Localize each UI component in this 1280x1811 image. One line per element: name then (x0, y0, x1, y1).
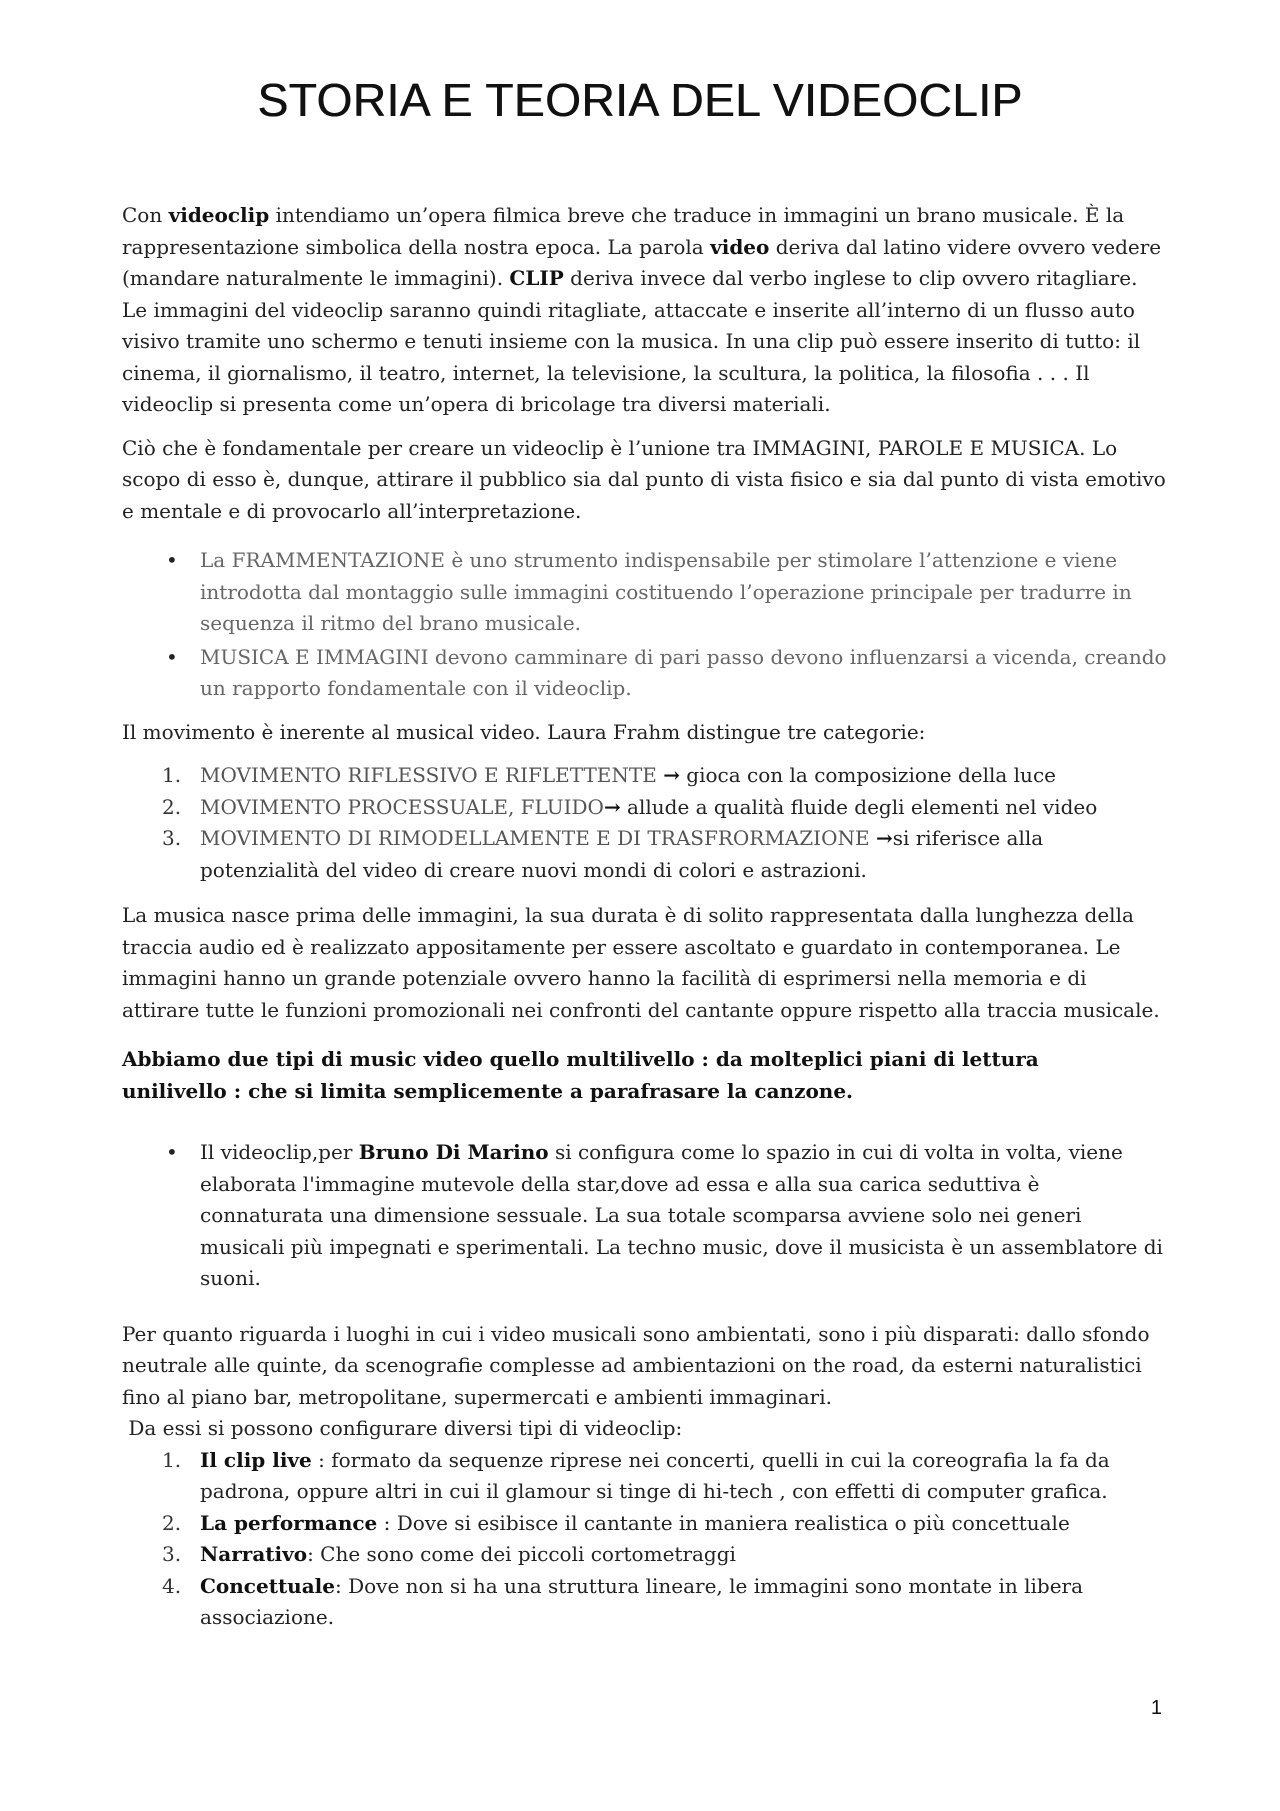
list-text: allude a qualità fluide degli elementi nel video (620, 794, 1098, 819)
list-number: 3. (162, 826, 182, 850)
list-text: : Che sono come dei piccoli cortometraggi (307, 1542, 736, 1566)
document-body (122, 200, 1168, 1648)
list-item: • La FRAMMENTAZIONE è uno strumento indispensabile per stimolare l’attenzione e viene introdotta dal montaggio sulle immagini costituendo l’operazione principale per tradurre in sequenza il ritmo del brano musicale. (122, 545, 1168, 640)
list-item (122, 1539, 1168, 1571)
list-item (122, 1508, 1168, 1540)
list-item (122, 792, 1168, 824)
page-number: 1 (1150, 1697, 1162, 1719)
heading-line: Abbiamo due tipi di music video quello multilivello : da molteplici piani di lettura (122, 1047, 1039, 1071)
text-run: Il videoclip,per (200, 1140, 359, 1164)
bold-term: video (710, 234, 770, 259)
bold-term: Narrativo (200, 1542, 308, 1566)
list-caps: MOVIMENTO RIFLESSIVO E RIFLETTENTE (200, 763, 664, 787)
list-number: 3. (162, 1542, 182, 1566)
arrow-right-icon: → (875, 826, 893, 850)
movement-list (122, 760, 1168, 886)
list-item: • MUSICA E IMMAGINI devono camminare di pari passo devono influenzarsi a vicenda, creando un rapporto fondamentale con il videoclip. (122, 642, 1168, 705)
text-run: deriva invece dal verbo inglese to clip ovvero ritagliare. Le immagini del videoclip saranno quindi ritagliate, attaccate e inserite all’interno di un flusso auto visivo tramite uno schermo e tenuti insieme con la musica. In una clip può essere inserito di tutto: il cinema, il giornalismo, il teatro, internet, la televisione, la scultura, la politica, la filosofia . . . Il videoclip si presenta come un’opera di bricolage tra diversi materiali. (122, 266, 1141, 416)
bold-term: Bruno Di Marino (358, 1140, 549, 1164)
text-run: Con (122, 203, 169, 227)
bold-term: La performance (200, 1510, 378, 1535)
types-intro: Da essi si possono configurare diversi tipi di videoclip: (122, 1416, 683, 1440)
fragmentation-list (122, 545, 1168, 705)
list-text: : formato da sequenze riprese nei concerti, quelli in cui la coreografia la fa da padrona, oppure altri in cui il glamour si tinge di hi-tech , con effetti di computer grafica. (200, 1447, 1110, 1503)
list-number: 4. (162, 1573, 182, 1598)
arrow-right-icon: → (603, 794, 621, 819)
list-number: 1. (162, 1447, 182, 1472)
text-run: intendiamo un’opera filmica breve che traduce in immagini un brano musicale. È la rappresentazione simbolica della nostra epoca. La parola (122, 203, 1125, 259)
list-text: : Dove si esibisce il cantante in maniera realistica o più concettuale (377, 1510, 1070, 1535)
movement-intro: Il movimento è inerente al musical video. Laura Frahm distingue tre categorie: (122, 719, 926, 744)
arrow-right-icon: → (663, 763, 680, 787)
bold-term: Concettuale (200, 1573, 335, 1598)
list-item (122, 1137, 1168, 1295)
page-title: STORIA E TEORIA DEL VIDEOCLIP (257, 74, 1023, 126)
list-number: 1. (162, 763, 182, 787)
locations-paragraph: Per quanto riguarda i luoghi in cui i video musicali sono ambientati, sono i più disparati: dallo sfondo neutrale alle quinte, da scenografie complesse ad ambientazioni on the road, da esterni naturalistici fino al piano bar, metropolitane, supermercati e ambienti immaginari. (122, 1321, 1150, 1409)
list-item (122, 823, 1168, 886)
list-item (122, 1571, 1168, 1634)
list-caps: MOVIMENTO PROCESSUALE, FLUIDO (200, 794, 604, 819)
list-text: : Dove non si ha una struttura lineare, le immagini sono montate in libera associazione. (200, 1573, 1084, 1629)
list-text: gioca con la composizione della luce (679, 763, 1056, 787)
list-item (122, 1445, 1168, 1508)
fundamentals-paragraph: Ciò che è fondamentale per creare un videoclip è l’unione tra IMMAGINI, PAROLE E MUSICA. Lo scopo di esso è, dunque, attirare il pubblico sia dal punto di vista fisico e sia dal punto di vista emotivo e mentale e di provocarlo all’interpretazione. (122, 435, 1166, 523)
text-run: si configura come lo spazio in cui di volta in volta, viene elaborata l'immagine mutevole della star,dove ad essa e alla sua carica seduttiva è connaturata una dimensione sessuale. La sua totale scomparsa avviene solo nei generi musicali più impegnati e sperimentali. La techno music, dove il musicista è un assemblatore di suoni. (200, 1140, 1163, 1290)
bold-term: CLIP (509, 266, 564, 290)
list-number: 2. (162, 794, 182, 819)
list-text: si riferisce alla potenzialità del video di creare nuovi mondi di colori e astrazioni. (200, 826, 1044, 882)
music-video-types-heading (122, 1044, 1168, 1107)
bruno-di-marino-list (122, 1137, 1168, 1295)
music-paragraph: La musica nasce prima delle immagini, la sua durata è di solito rappresentata dalla lunghezza della traccia audio ed è realizzato appositamente per essere ascoltato e guardato in contemporanea. Le immagini hanno un grande potenziale ovvero hanno la facilità di esprimersi nella memoria e di attirare tutte le funzioni promozionali nei confronti del cantante oppure rispetto alla traccia musicale. (122, 903, 1160, 1022)
list-item (122, 760, 1168, 792)
list-number: 2. (162, 1510, 182, 1535)
text-run: deriva dal latino videre ovvero vedere (mandare naturalmente le immagini). (122, 234, 1162, 290)
intro-paragraph (122, 200, 1168, 421)
bold-term: Il clip live (200, 1447, 312, 1472)
videoclip-types-list (122, 1445, 1168, 1634)
bold-term: videoclip (168, 203, 270, 227)
heading-line: unilivello : che si limita semplicemente a parafrasare la canzone. (122, 1078, 854, 1103)
list-caps: MOVIMENTO DI RIMODELLAMENTE E DI TRASFRORMAZIONE (200, 826, 876, 850)
